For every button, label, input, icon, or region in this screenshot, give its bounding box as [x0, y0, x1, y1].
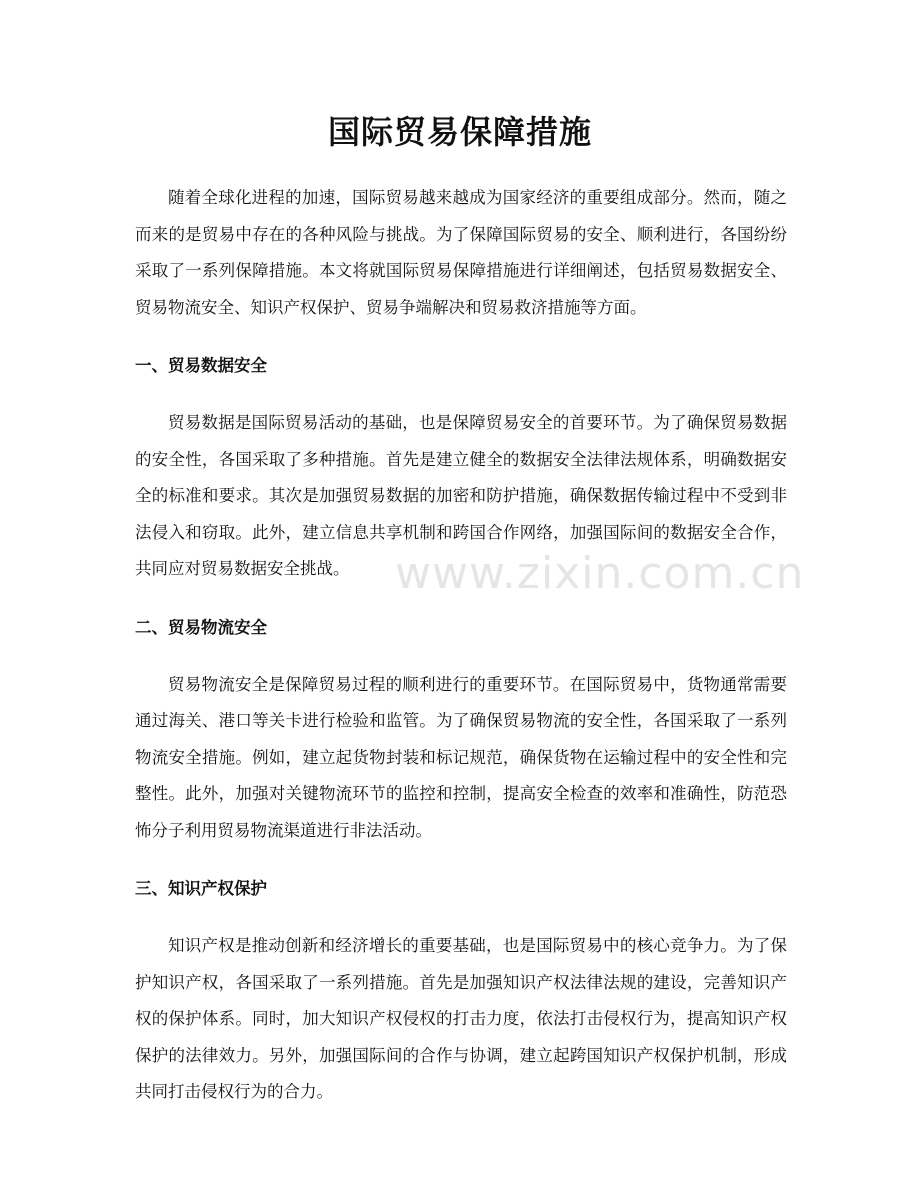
document-body	[135, 180, 787, 1111]
section-heading-ip-protection: 三、知识产权保护	[135, 879, 267, 898]
intro-paragraph: 随着全球化进程的加速，国际贸易越来越成为国家经济的重要组成部分。然而，随之而来的是贸易中存在的各种风险与挑战。为了保障国际贸易的安全、顺利进行，各国纷纷采取了一系列保障措施。本文将就国际贸易保障措施进行详细阐述，包括贸易数据安全、贸易物流安全、知识产权保护、贸易争端解决和贸易救济措施等方面。	[135, 188, 787, 317]
watermark: www.zixin.com.cn	[395, 548, 805, 599]
section-paragraph-logistics-security: 贸易物流安全是保障贸易过程的顺利进行的重要环节。在国际贸易中，货物通常需要通过海关、港口等关卡进行检验和监管。为了确保贸易物流的安全性，各国采取了一系列物流安全措施。例如，建立起货物封装和标记规范，确保货物在运输过程中的安全性和完整性。此外，加强对关键物流环节的监控和控制，提高安全检查的效率和准确性，防范恐怖分子利用贸易物流渠道进行非法活动。	[135, 674, 787, 840]
section-heading-logistics-security: 二、贸易物流安全	[135, 617, 267, 637]
section-paragraph-data-security: 贸易数据是国际贸易活动的基础，也是保障贸易安全的首要环节。为了确保贸易数据的安全性，各国采取了多种措施。首先是建立健全的数据安全法律法规体系，明确数据安全的标准和要求。其次是加强贸易数据的加密和防护措施，确保数据传输过程中不受到非法侵入和窃取。此外，建立信息共享机制和跨国合作网络，加强国际间的数据安全合作，共同应对贸易数据安全挑战。	[135, 413, 787, 578]
section-paragraph-ip-protection: 知识产权是推动创新和经济增长的重要基础，也是国际贸易中的核心竞争力。为了保护知识产权，各国采取了一系列措施。首先是加强知识产权法律法规的建设，完善知识产权的保护体系。同时，加大知识产权侵权的打击力度，依法打击侵权行为，提高知识产权保护的法律效力。另外，加强国际间的合作与协调，建立起跨国知识产权保护机制，形成共同打击侵权行为的合力。	[135, 936, 787, 1101]
section-heading-data-security: 一、贸易数据安全	[135, 356, 267, 375]
document-title: 国际贸易保障措施	[327, 113, 592, 151]
